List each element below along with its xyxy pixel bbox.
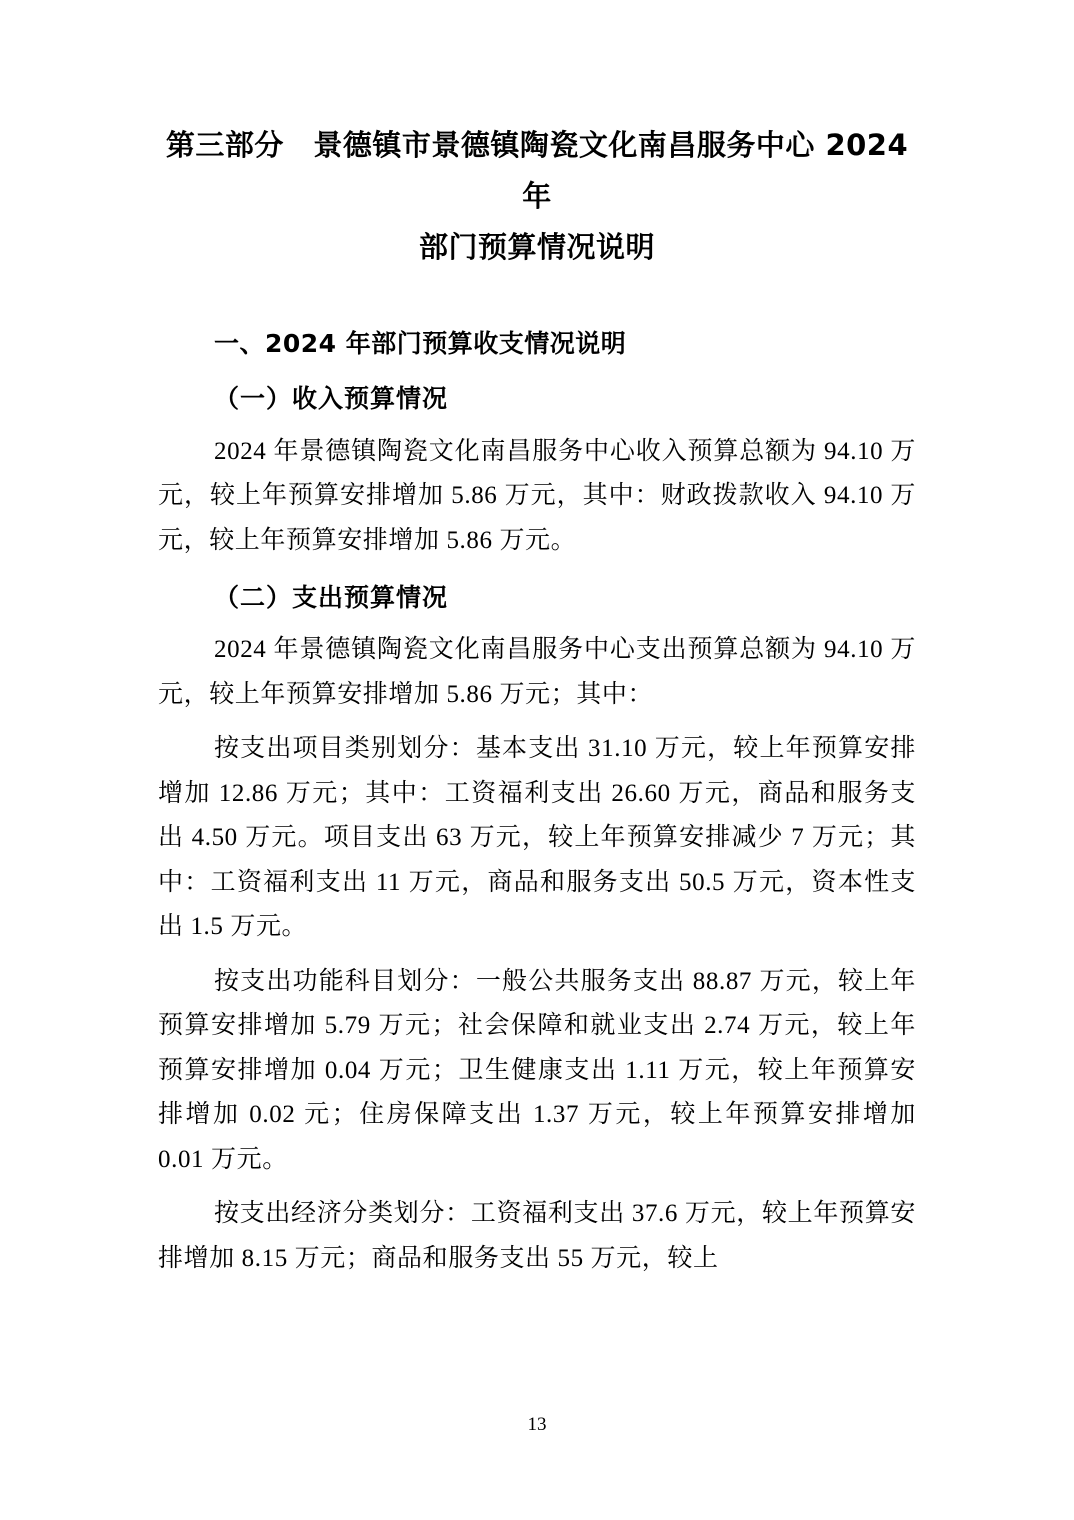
page-title-line-2: 部门预算情况说明 (418, 229, 655, 264)
page-title-line-1: 第三部分 景德镇市景德镇陶瓷文化南昌服务中心 2024 年 (165, 128, 909, 213)
paragraph-expenditure-total: 2024 年景德镇陶瓷文化南昌服务中心支出预算总额为 94.10 万元，较上年预算安排增加 5.86 万元；其中： (158, 636, 916, 708)
page-content (158, 120, 916, 1281)
subheading-expenditure-budget: （二）支出预算情况 (214, 583, 449, 612)
page-number: 13 (527, 1414, 547, 1435)
paragraph-expenditure-by-category: 按支出项目类别划分：基本支出 31.10 万元，较上年预算安排增加 12.86 万元；其中：工资福利支出 26.60 万元，商品和服务支出 4.50 万元。项目支出 63 万元，较上年预算安排减少 7 万元；其中：工资福利支出 11 万元，商品和服务支出 50.5 万元，资本性支出 1.5 万元。 (158, 735, 916, 941)
paragraph-income-budget: 2024 年景德镇陶瓷文化南昌服务中心收入预算总额为 94.10 万元，较上年预算安排增加 5.86 万元，其中：财政拨款收入 94.10 万元，较上年预算安排增加 5.86 万元。 (158, 437, 916, 554)
page-title (158, 120, 916, 272)
heading-section-one: 一、2024 年部门预算收支情况说明 (214, 329, 627, 359)
paragraph-expenditure-by-function: 按支出功能科目划分：一般公共服务支出 88.87 万元，较上年预算安排增加 5.79 万元；社会保障和就业支出 2.74 万元，较上年预算安排增加 0.04 万元；卫生健康支出 1.11 万元，较上年预算安排增加 0.02 元；住房保障支出 1.37 万元，较上年预算安排增加 0.01 万元。 (158, 967, 916, 1173)
paragraph-expenditure-by-economic-class: 按支出经济分类划分：工资福利支出 37.6 万元，较上年预算安排增加 8.15 万元；商品和服务支出 55 万元，较上 (158, 1200, 916, 1272)
subheading-income-budget: （一）收入预算情况 (214, 384, 449, 414)
